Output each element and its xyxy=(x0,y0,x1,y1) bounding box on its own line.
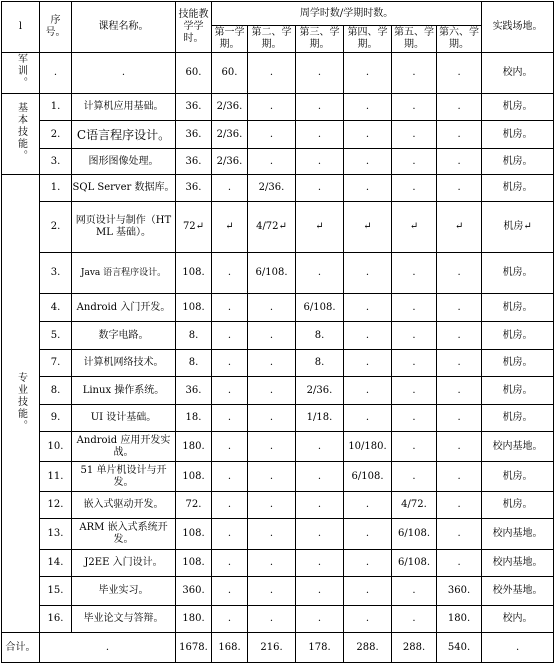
table-cell: . xyxy=(212,377,248,405)
table-cell: 毕业论文与答辩。 xyxy=(72,606,176,633)
table-cell: . xyxy=(437,350,482,377)
table-cell: . xyxy=(392,253,437,294)
table-cell: . xyxy=(248,377,296,405)
course-schedule-table xyxy=(1,1,554,663)
table-cell: . xyxy=(248,519,296,550)
table-cell: 校内。 xyxy=(482,606,554,633)
table-cell: . xyxy=(344,350,392,377)
header-term-3: 第三、学期。 xyxy=(296,26,344,53)
table-cell: . xyxy=(437,53,482,94)
group-professional: 专业技能。 xyxy=(2,175,40,633)
table-cell: 计算机应用基础。 xyxy=(72,94,176,121)
table-cell: 36. xyxy=(176,175,212,202)
table-cell: SQL Server 数据库。 xyxy=(72,175,176,202)
table-cell: 10. xyxy=(40,432,72,462)
table-cell: . xyxy=(248,350,296,377)
table-cell: . xyxy=(296,606,344,633)
table-cell: . xyxy=(248,94,296,121)
table-cell: 计算机网络技术。 xyxy=(72,350,176,377)
table-cell: 机房。 xyxy=(482,322,554,350)
table-cell: . xyxy=(437,377,482,405)
table-cell: . xyxy=(437,121,482,149)
table-cell: 2/36. xyxy=(212,94,248,121)
corner-cell: l xyxy=(2,2,40,53)
table-cell: 60. xyxy=(176,53,212,94)
table-cell: 4/72↵ xyxy=(248,202,296,253)
table-cell: 14. xyxy=(40,550,72,577)
table-cell: 1/18. xyxy=(296,405,344,432)
table-cell: . xyxy=(248,432,296,462)
table-cell: 72. xyxy=(176,492,212,519)
table-cell: . xyxy=(392,377,437,405)
table-cell: . xyxy=(344,253,392,294)
table-cell: . xyxy=(392,94,437,121)
table-cell: . xyxy=(392,432,437,462)
table-cell: 6/108. xyxy=(392,550,437,577)
table-cell: 1. xyxy=(40,94,72,121)
table-cell: 2/36. xyxy=(248,175,296,202)
table-cell: 机房。 xyxy=(482,405,554,432)
table-cell: . xyxy=(296,492,344,519)
table-cell: 108. xyxy=(176,253,212,294)
table-cell: . xyxy=(392,121,437,149)
table-cell: 10/180. xyxy=(344,432,392,462)
table-cell: 2/36. xyxy=(296,377,344,405)
table-cell: 机房。 xyxy=(482,253,554,294)
table-cell: 机房↵ xyxy=(482,202,554,253)
table-cell: . xyxy=(40,53,72,94)
table-cell: 机房。 xyxy=(482,121,554,149)
table-cell: 11. xyxy=(40,462,72,492)
table-cell: . xyxy=(392,149,437,175)
table-cell: . xyxy=(344,519,392,550)
total-label: 合计。 xyxy=(2,633,40,663)
table-row xyxy=(2,462,554,492)
total-row xyxy=(2,633,554,663)
table-cell: . xyxy=(296,577,344,606)
table-cell: . xyxy=(437,175,482,202)
table-cell: 校内基地。 xyxy=(482,519,554,550)
table-cell: . xyxy=(437,550,482,577)
table-cell: . xyxy=(392,577,437,606)
header-term-1: 第一学期。 xyxy=(212,26,248,53)
table-row xyxy=(2,121,554,149)
table-cell: 108. xyxy=(176,519,212,550)
table-cell: 108. xyxy=(176,294,212,322)
header-course: 课程名称。 xyxy=(72,2,176,53)
table-cell: 51 单片机设计与开发。 xyxy=(72,462,176,492)
table-cell: 机房。 xyxy=(482,462,554,492)
table-cell: . xyxy=(248,462,296,492)
table-cell: Android 入门开发。 xyxy=(72,294,176,322)
table-cell: . xyxy=(344,294,392,322)
table-cell: . xyxy=(344,121,392,149)
table-cell: ↵ xyxy=(212,202,248,253)
table-row xyxy=(2,322,554,350)
table-cell: . xyxy=(392,405,437,432)
table-cell: . xyxy=(437,149,482,175)
table-cell: . xyxy=(40,633,176,663)
table-cell: . xyxy=(212,350,248,377)
table-cell: . xyxy=(344,492,392,519)
table-cell: 360. xyxy=(437,577,482,606)
table-cell: . xyxy=(392,322,437,350)
table-cell: 机房。 xyxy=(482,492,554,519)
table-cell: . xyxy=(248,322,296,350)
table-cell: 8. xyxy=(296,350,344,377)
header-site: 实践场地。 xyxy=(482,2,554,53)
table-cell: . xyxy=(437,322,482,350)
header-skill-hours: 技能教学学时。 xyxy=(176,2,212,53)
table-row xyxy=(2,432,554,462)
table-cell: . xyxy=(437,405,482,432)
header-weekly-title: 周学时数/学期时数。 xyxy=(212,2,482,26)
table-cell: . xyxy=(212,606,248,633)
table-cell: . xyxy=(296,94,344,121)
table-cell: . xyxy=(392,606,437,633)
table-cell: 36. xyxy=(176,377,212,405)
table-cell: 15. xyxy=(40,577,72,606)
table-cell: . xyxy=(212,519,248,550)
header-term-4: 第四、学期。 xyxy=(344,26,392,53)
table-cell: 1. xyxy=(40,175,72,202)
table-cell: . xyxy=(392,462,437,492)
table-cell: . xyxy=(212,405,248,432)
header-seq: 序号。 xyxy=(40,2,72,53)
table-cell: 36. xyxy=(176,149,212,175)
table-cell: 机房。 xyxy=(482,149,554,175)
table-cell: . xyxy=(296,175,344,202)
table-cell: . xyxy=(248,294,296,322)
table-cell: 8. xyxy=(176,350,212,377)
table-cell: C语言程序设计。 xyxy=(72,121,176,149)
table-row xyxy=(2,519,554,550)
table-cell: . xyxy=(392,175,437,202)
table-cell: . xyxy=(344,550,392,577)
table-cell: 2. xyxy=(40,121,72,149)
table-cell: Linux 操作系统。 xyxy=(72,377,176,405)
table-cell: . xyxy=(296,550,344,577)
table-cell: . xyxy=(482,633,554,663)
table-cell: . xyxy=(344,149,392,175)
table-cell: 图形图像处理。 xyxy=(72,149,176,175)
table-cell: 5. xyxy=(40,322,72,350)
table-cell: ↵ xyxy=(437,202,482,253)
table-row xyxy=(2,492,554,519)
table-cell: 网页设计与制作（HTML 基础）。 xyxy=(72,202,176,253)
table-cell: 6/108. xyxy=(248,253,296,294)
table-row xyxy=(2,202,554,253)
table-cell: 4/72. xyxy=(392,492,437,519)
table-cell: Java 语言程序设计。 xyxy=(72,253,176,294)
table-cell: . xyxy=(437,462,482,492)
table-cell: 288. xyxy=(344,633,392,663)
table-cell: . xyxy=(296,462,344,492)
table-cell: 216. xyxy=(248,633,296,663)
table-cell: . xyxy=(212,294,248,322)
table-cell: 1678. xyxy=(176,633,212,663)
table-cell: . xyxy=(392,53,437,94)
table-cell: 2/36. xyxy=(212,121,248,149)
table-cell: . xyxy=(212,577,248,606)
table-cell: 288. xyxy=(392,633,437,663)
group-basic: 基本技能。 xyxy=(2,94,40,175)
table-cell: 540. xyxy=(437,633,482,663)
table-cell: 8. xyxy=(296,322,344,350)
header-term-5: 第五、学期。 xyxy=(392,26,437,53)
table-cell: 13. xyxy=(40,519,72,550)
table-cell: 3. xyxy=(40,253,72,294)
table-row xyxy=(2,377,554,405)
table-cell: 168. xyxy=(212,633,248,663)
table-cell: 178. xyxy=(296,633,344,663)
table-cell: 机房。 xyxy=(482,294,554,322)
table-cell: J2EE 入门设计。 xyxy=(72,550,176,577)
table-cell: 72↵ xyxy=(176,202,212,253)
table-cell: . xyxy=(437,253,482,294)
table-cell: . xyxy=(392,294,437,322)
table-cell: . xyxy=(437,519,482,550)
table-cell: . xyxy=(72,53,176,94)
table-row xyxy=(2,606,554,633)
table-cell: . xyxy=(344,322,392,350)
table-cell: . xyxy=(248,550,296,577)
header-term-2: 第二、学期。 xyxy=(248,26,296,53)
table-cell: 36. xyxy=(176,94,212,121)
military-row xyxy=(2,53,554,94)
table-cell: ↵ xyxy=(392,202,437,253)
table-cell: 12. xyxy=(40,492,72,519)
table-cell: . xyxy=(392,350,437,377)
table-row xyxy=(2,253,554,294)
table-cell: . xyxy=(344,606,392,633)
table-cell: . xyxy=(344,175,392,202)
header-row-1 xyxy=(2,2,554,26)
table-cell: 机房。 xyxy=(482,350,554,377)
table-cell: . xyxy=(437,492,482,519)
table-cell: 3. xyxy=(40,149,72,175)
table-cell: 108. xyxy=(176,550,212,577)
table-row xyxy=(2,350,554,377)
table-cell: . xyxy=(344,405,392,432)
table-cell: 8. xyxy=(40,377,72,405)
table-cell: 180. xyxy=(437,606,482,633)
table-cell: . xyxy=(248,606,296,633)
table-row xyxy=(2,577,554,606)
table-cell: 毕业实习。 xyxy=(72,577,176,606)
table-cell: 嵌入式驱动开发。 xyxy=(72,492,176,519)
table-row xyxy=(2,550,554,577)
table-cell: ARM 嵌入式系统开发。 xyxy=(72,519,176,550)
table-cell: 数字电路。 xyxy=(72,322,176,350)
table-cell: Android 应用开发实战。 xyxy=(72,432,176,462)
table-cell: . xyxy=(437,432,482,462)
table-cell: . xyxy=(437,294,482,322)
table-cell: 360. xyxy=(176,577,212,606)
table-cell: UI 设计基础。 xyxy=(72,405,176,432)
table-cell: . xyxy=(212,462,248,492)
table-cell: ↵ xyxy=(344,202,392,253)
table-cell: . xyxy=(248,405,296,432)
table-cell: 6/108. xyxy=(296,294,344,322)
table-cell: 校外基地。 xyxy=(482,577,554,606)
table-cell: 8. xyxy=(176,322,212,350)
table-cell: 校内基地。 xyxy=(482,432,554,462)
table-cell: 机房。 xyxy=(482,377,554,405)
table-row xyxy=(2,294,554,322)
table-cell: 6/108. xyxy=(392,519,437,550)
table-cell: 36. xyxy=(176,121,212,149)
table-cell: . xyxy=(212,550,248,577)
group-military: 军训。 xyxy=(2,53,40,94)
table-cell: 2. xyxy=(40,202,72,253)
table-cell: . xyxy=(437,94,482,121)
table-cell: 16. xyxy=(40,606,72,633)
table-cell: . xyxy=(296,53,344,94)
table-cell: 机房。 xyxy=(482,94,554,121)
table-cell: . xyxy=(212,492,248,519)
table-cell: 6/108. xyxy=(344,462,392,492)
table-cell: 108. xyxy=(176,462,212,492)
table-cell: . xyxy=(344,53,392,94)
table-cell: 机房。 xyxy=(482,175,554,202)
table-cell: ↵ xyxy=(296,202,344,253)
table-cell: . xyxy=(212,253,248,294)
table-cell: 60. xyxy=(212,53,248,94)
table-cell: . xyxy=(344,94,392,121)
table-row xyxy=(2,94,554,121)
table-cell: 校内基地。 xyxy=(482,550,554,577)
table-cell: . xyxy=(212,322,248,350)
table-cell: . xyxy=(296,121,344,149)
table-cell: . xyxy=(248,53,296,94)
table-cell: 180. xyxy=(176,606,212,633)
table-row xyxy=(2,175,554,202)
table-cell: 7. xyxy=(40,350,72,377)
table-row xyxy=(2,149,554,175)
table-cell: . xyxy=(296,149,344,175)
table-cell: . xyxy=(248,577,296,606)
table-cell: . xyxy=(296,432,344,462)
table-cell: . xyxy=(248,149,296,175)
table-cell: 180. xyxy=(176,432,212,462)
table-cell: . xyxy=(296,253,344,294)
table-cell: . xyxy=(212,432,248,462)
table-cell: 校内。 xyxy=(482,53,554,94)
table-cell: 2/36. xyxy=(212,149,248,175)
header-term-6: 第六、学期。 xyxy=(437,26,482,53)
table-cell: . xyxy=(248,492,296,519)
table-cell: 9. xyxy=(40,405,72,432)
table-cell: . xyxy=(212,175,248,202)
table-row xyxy=(2,405,554,432)
table-cell: . xyxy=(296,519,344,550)
table-cell: . xyxy=(248,121,296,149)
table-cell: . xyxy=(344,577,392,606)
table-cell: . xyxy=(344,377,392,405)
table-cell: 4. xyxy=(40,294,72,322)
table-cell: 18. xyxy=(176,405,212,432)
